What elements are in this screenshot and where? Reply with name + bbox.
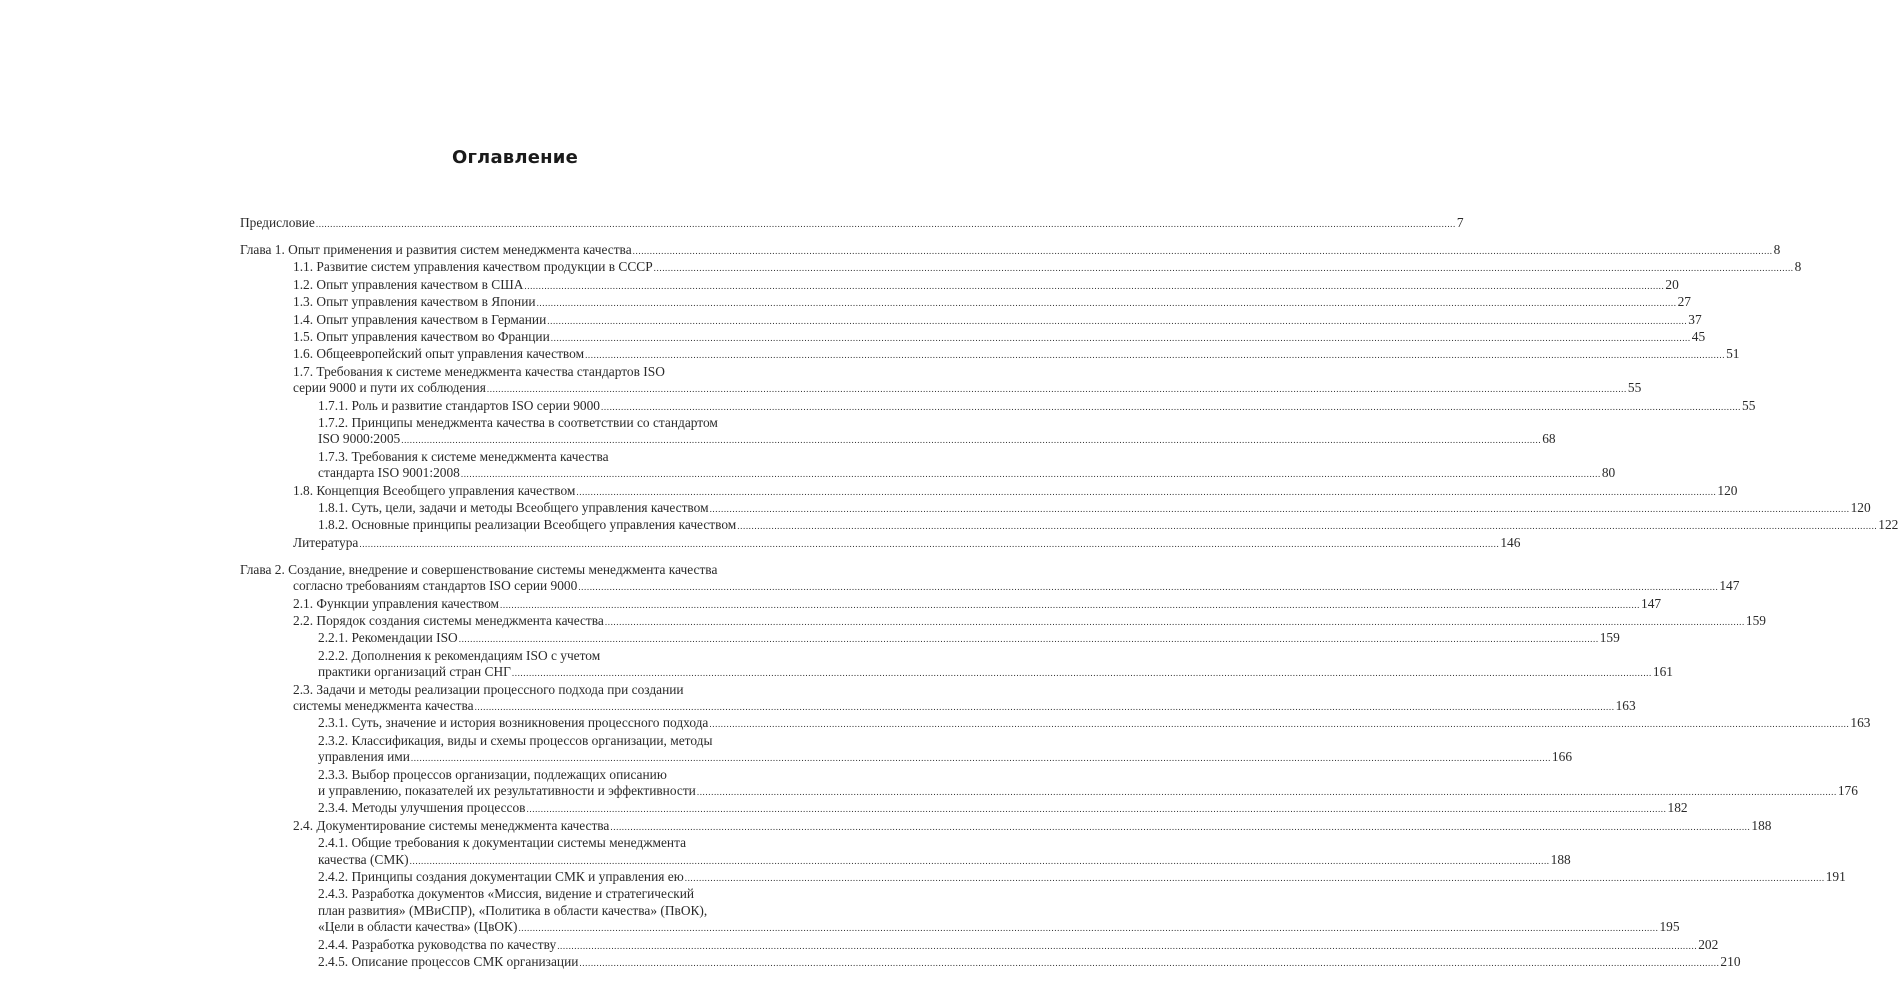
toc-entry-title: 2.4. Документирование системы менеджмента качества [293,817,610,833]
dot-leader: ................................................................................................................................................................................................................................................................................................................................................................................................................ [524,280,1665,291]
toc-page-number: 163 [1850,715,1871,731]
toc-entry-line [318,715,1871,732]
dot-leader: ................................................................................................................................................................................................................................................................................................................................................................................................................ [578,582,1719,593]
toc-entry[interactable] [240,346,1740,363]
toc-entry-line [318,733,797,749]
toc-entry-title: Глава 2. Создание, внедрение и совершенствование системы менеджмента качества [240,561,718,577]
toc-page-number: 55 [1742,397,1756,413]
toc-entry-title: 2.3.3. Выбор процессов организации, подлежащих описанию [318,766,667,782]
toc-entry-title: согласно требованиям стандартов ISO серии 9000 [293,578,578,594]
dot-leader: ................................................................................................................................................................................................................................................................................................................................................................................................................ [401,435,1542,446]
toc-page-number: 20 [1665,276,1679,292]
toc-page-number: 202 [1698,936,1719,952]
toc-entry-line [318,919,1680,936]
toc-entry-title: 1.4. Опыт управления качеством в Германии [293,311,547,327]
dot-leader: ................................................................................................................................................................................................................................................................................................................................................................................................................ [579,958,1720,969]
toc-entry[interactable] [240,363,1642,398]
toc-entry-title: ISO 9000:2005 [318,431,401,447]
toc-entry-line [318,517,1898,534]
toc-entry-line [293,294,1691,311]
toc-page-number: 188 [1550,851,1571,867]
toc-entry-line [293,817,1772,835]
toc-entry-line [293,380,1642,397]
toc-entry-title: практики организаций стран СНГ [318,664,511,680]
toc-entry-title: 2.3. Задачи и методы реализации процессного подхода при создании [293,681,684,697]
toc-entry[interactable] [240,732,1573,767]
toc-page-number: 147 [1641,595,1662,611]
toc-page-number: 188 [1751,817,1772,833]
toc-entry-title: 2.4.4. Разработка руководства по качеству [318,936,557,952]
toc-entry-line [293,482,1738,500]
toc-entry-title: серии 9000 и пути их соблюдения [293,380,486,396]
toc-entry-line [318,630,1620,647]
toc-page-number: 122 [1878,517,1898,533]
toc-entry[interactable] [240,294,1691,311]
toc-page-number: 27 [1677,294,1691,310]
toc-entry-title: 1.7. Требования к системе менеджмента качества стандартов ISO [293,363,665,379]
toc-entry-line [318,800,1688,817]
toc-page-number: 68 [1542,431,1556,447]
toc-entry[interactable] [240,414,1556,449]
toc-entry-line [293,595,1662,613]
toc-entry[interactable] [240,311,1702,329]
toc-entry-line [293,612,1766,630]
toc-entry-line [318,465,1616,482]
toc-entry-line [318,903,797,919]
toc-entry-title: 2.3.2. Классификация, виды и схемы процессов организации, методы [318,732,713,748]
toc-entry-title: 1.7.2. Принципы менеджмента качества в соответствии со стандартом [318,414,718,430]
toc-page-number: 161 [1652,664,1673,680]
dot-leader: ................................................................................................................................................................................................................................................................................................................................................................................................................ [518,923,1659,934]
toc-page-number: 7 [1456,215,1464,230]
page-title: Оглавление [451,147,579,168]
dot-leader: ................................................................................................................................................................................................................................................................................................................................................................................................................ [576,486,1717,497]
toc-entry-line [318,664,1673,681]
dot-leader: ................................................................................................................................................................................................................................................................................................................................................................................................................ [315,219,1456,229]
toc-entry-title: управления ими [318,749,410,765]
toc-entry-title: 2.3.1. Суть, значение и история возникновения процессного подхода [318,715,709,731]
toc-entry-title: 2.3.4. Методы улучшения процессов [318,800,526,816]
toc-entry[interactable] [240,647,1673,682]
dot-leader: ................................................................................................................................................................................................................................................................................................................................................................................................................ [486,384,1627,395]
toc-entry[interactable] [240,500,1871,517]
toc-page-number: 210 [1720,954,1741,970]
toc-entry[interactable] [240,681,1636,716]
toc-page-number: 159 [1745,612,1766,628]
dot-leader: ................................................................................................................................................................................................................................................................................................................................................................................................................ [359,538,1500,549]
toc-entry[interactable] [240,886,1680,936]
toc-entry-line [293,259,1802,276]
toc-page-number: 8 [1794,259,1802,275]
dot-leader: ................................................................................................................................................................................................................................................................................................................................................................................................................ [709,719,1850,730]
toc-entry-title: «Цели в области качества» (ЦвОК) [318,919,518,935]
toc-entry[interactable] [240,448,1616,483]
toc-entry-line [293,276,1679,294]
toc-entry[interactable] [240,534,1521,552]
toc-entry-line [293,346,1740,363]
dot-leader: ................................................................................................................................................................................................................................................................................................................................................................................................................ [458,634,1599,645]
toc-entry-line [293,682,797,698]
toc-entry-title: 1.8.1. Суть, цели, задачи и методы Всеобщего управления качеством [318,500,709,515]
toc-entry-line [318,783,1858,800]
dot-leader: ................................................................................................................................................................................................................................................................................................................................................................................................................ [500,599,1640,610]
toc-entry-line [318,886,797,902]
toc-entry-title: 1.7.1. Роль и развитие стандартов ISO серии 9000 [318,397,601,413]
dot-leader: ................................................................................................................................................................................................................................................................................................................................................................................................................ [536,298,1677,309]
toc-entry-title: 1.1. Развитие систем управления качеством продукции в СССР [293,259,653,275]
toc-entry-line [240,241,1781,259]
toc-page-number: 45 [1691,328,1706,344]
toc-entry[interactable] [240,259,1802,276]
dot-leader: ................................................................................................................................................................................................................................................................................................................................................................................................................ [653,263,1794,274]
toc-page-number: 55 [1627,380,1642,396]
toc-entry[interactable] [240,397,1756,415]
table-of-contents [240,215,1898,971]
toc-entry[interactable] [240,800,1688,817]
dot-leader: ................................................................................................................................................................................................................................................................................................................................................................................................................ [557,940,1698,951]
dot-leader: ................................................................................................................................................................................................................................................................................................................................................................................................................ [601,401,1742,412]
dot-leader: ................................................................................................................................................................................................................................................................................................................................................................................................................ [696,787,1837,797]
toc-entry-title: стандарта ISO 9001:2008 [318,465,460,481]
toc-entry-title: 2.2. Порядок создания системы менеджмента качества [293,612,604,628]
toc-entry-title: и управлению, показателей их результативности и эффективности [318,783,696,798]
toc-entry-line [318,869,1846,886]
toc-entry-title: Глава 1. Опыт применения и развития систем менеджмента качества [240,241,632,257]
toc-entry-title: 2.1. Функции управления качеством [293,595,499,611]
toc-entry[interactable] [240,276,1679,294]
toc-page-number: 51 [1726,346,1740,362]
toc-entry-title: план развития» (МВиСПР), «Политика в области качества» (ПвОК), [318,902,708,918]
toc-entry-title: 1.3. Опыт управления качеством в Японии [293,294,536,310]
toc-entry-title: 1.5. Опыт управления качеством во Франции [293,328,550,344]
toc-page-number: 37 [1688,311,1702,327]
dot-leader: ................................................................................................................................................................................................................................................................................................................................................................................................................ [474,701,1615,712]
toc-entry-title: 1.7.3. Требования к системе менеджмента качества [318,448,609,464]
dot-leader: ................................................................................................................................................................................................................................................................................................................................................................................................................ [604,616,1745,627]
toc-entry-line [318,397,1756,415]
toc-entry[interactable] [240,215,1464,232]
toc-entry-line [318,500,1871,517]
dot-leader: ................................................................................................................................................................................................................................................................................................................................................................................................................ [709,504,1850,514]
toc-entry-line [318,415,797,431]
toc-entry-line [293,697,1636,715]
toc-page-number: 182 [1667,800,1688,816]
toc-entry-line [293,328,1706,346]
toc-page-number: 195 [1659,919,1680,935]
toc-entry-line [318,749,1573,766]
toc-entry-line [293,311,1702,329]
toc-entry-line [240,562,797,578]
toc-page-number: 147 [1719,578,1740,594]
toc-entry-line [318,954,1741,971]
dot-leader: ................................................................................................................................................................................................................................................................................................................................................................................................................ [684,873,1825,884]
toc-entry-line [318,648,797,664]
toc-entry[interactable] [240,482,1738,500]
toc-entry-title: 2.4.1. Общие требования к документации системы менеджмента [318,835,687,851]
toc-entry[interactable] [240,835,1571,869]
toc-page-number: 159 [1599,630,1620,646]
toc-entry-title: 1.8.2. Основные принципы реализации Всеобщего управления качеством [318,517,737,533]
toc-entry[interactable] [240,517,1898,534]
dot-leader: ................................................................................................................................................................................................................................................................................................................................................................................................................ [737,521,1878,532]
dot-leader: ................................................................................................................................................................................................................................................................................................................................................................................................................ [610,821,1751,832]
toc-entry-line [240,215,1464,232]
dot-leader: ................................................................................................................................................................................................................................................................................................................................................................................................................ [632,245,1773,256]
toc-entry-title: 2.4.2. Принципы создания документации СМК и управления ею [318,869,684,885]
toc-entry[interactable] [240,715,1871,732]
toc-entry-line [318,431,1556,448]
toc-page-number: 163 [1615,697,1636,713]
toc-entry[interactable] [240,954,1741,971]
toc-page-number: 191 [1825,869,1846,885]
dot-leader: ................................................................................................................................................................................................................................................................................................................................................................................................................ [585,350,1726,361]
toc-entry[interactable] [240,936,1719,954]
toc-chapter-entry[interactable] [240,241,1781,259]
toc-entry[interactable] [240,630,1620,647]
toc-page-number: 8 [1773,241,1781,257]
toc-entry-line [240,578,1740,595]
toc-page-number: 176 [1837,783,1858,798]
dot-leader: ................................................................................................................................................................................................................................................................................................................................................................................................................ [511,668,1652,679]
toc-page-number: 166 [1551,749,1573,765]
toc-entry-title: системы менеджмента качества [293,697,474,713]
toc-page-number: 146 [1500,534,1521,550]
toc-entry-title: 2.2.2. Дополнения к рекомендациям ISO с учетом [318,647,601,663]
toc-entry-line [318,835,797,851]
toc-entry-title: качества (СМК) [318,851,409,867]
toc-entry[interactable] [240,595,1662,613]
toc-entry[interactable] [240,817,1772,835]
toc-entry-title: 2.4.5. Описание процессов СМК организации [318,954,579,970]
toc-entry-title: Предисловие [240,215,315,230]
toc-page-number: 120 [1717,482,1738,498]
toc-entry-title: 1.2. Опыт управления качеством в США [293,276,524,292]
dot-leader: ................................................................................................................................................................................................................................................................................................................................................................................................................ [547,315,1688,326]
toc-entry-line [293,534,1521,552]
toc-entry-title: Литература [293,534,359,550]
toc-entry-title: 2.2.1. Рекомендации ISO [318,630,458,646]
toc-entry-line [318,851,1571,869]
toc-entry[interactable] [240,612,1766,630]
dot-leader: ................................................................................................................................................................................................................................................................................................................................................................................................................ [410,753,1551,764]
toc-page-number: 80 [1601,465,1616,481]
toc-entry-line [318,936,1719,954]
toc-entry-title: 2.4.3. Разработка документов «Миссия, видение и стратегический [318,886,695,902]
toc-page-number: 120 [1850,500,1871,515]
dot-leader: ................................................................................................................................................................................................................................................................................................................................................................................................................ [409,855,1550,866]
toc-entry-line [318,767,797,783]
dot-leader: ................................................................................................................................................................................................................................................................................................................................................................................................................ [550,332,1691,343]
toc-entry-line [318,449,797,465]
toc-entry-title: 1.8. Концепция Всеобщего управления качеством [293,482,576,498]
dot-leader: ................................................................................................................................................................................................................................................................................................................................................................................................................ [526,804,1667,815]
dot-leader: ................................................................................................................................................................................................................................................................................................................................................................................................................ [460,469,1601,480]
toc-entry[interactable] [240,766,1858,801]
toc-entry[interactable] [240,328,1706,346]
toc-entry-title: 1.6. Общеевропейский опыт управления качеством [293,346,585,362]
toc-entry[interactable] [240,869,1846,886]
toc-chapter-entry[interactable] [240,561,1740,596]
toc-entry-line [293,364,797,380]
